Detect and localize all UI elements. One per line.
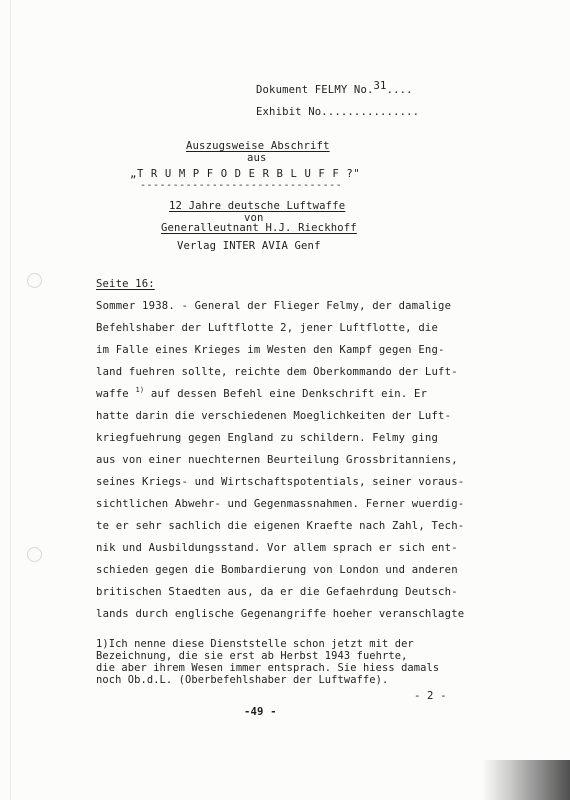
title-publisher: Verlag INTER AVIA Genf xyxy=(177,240,321,252)
page-edge xyxy=(10,0,11,800)
body-line-5-prefix: waffe xyxy=(96,388,136,400)
footnote-line-4: noch Ob.d.L. (Oberbefehlshaber der Luftwaffe). xyxy=(96,674,389,686)
punch-hole-top xyxy=(27,273,42,288)
body-line-7: kriegfuehrung gegen England zu schildern. Felmy ging xyxy=(96,432,439,444)
body-line-14: britischen Staedten aus, da er die Gefaehrdung Deutsch- xyxy=(96,586,458,598)
title-author: Generalleutnant H.J. Rieckhoff xyxy=(161,222,357,234)
title-abschrift: Auszugsweise Abschrift xyxy=(186,140,330,152)
title-subtitle: 12 Jahre deutsche Luftwaffe xyxy=(169,200,346,212)
footnote-line-3: die aber ihrem Wesen immer entsprach. Sie hiess damals xyxy=(96,662,440,674)
dokument-number: 31 xyxy=(373,80,387,92)
footnote-line-1: 1)Ich nenne diese Dienststelle schon jetzt mit der xyxy=(96,638,414,650)
title-von: von xyxy=(244,212,264,224)
body-line-5-text: auf dessen Befehl eine Denkschrift ein. Er xyxy=(150,388,428,400)
footnote-line-2: Bezeichnung, die sie erst ab Herbst 1943 fuehrte, xyxy=(96,650,408,662)
page-number: -49 - xyxy=(244,706,277,718)
body-line-13: schieden gegen die Bombardierung von London und anderen xyxy=(96,564,458,576)
body-line-3: im Falle eines Krieges im Westen den Kampf gegen Eng- xyxy=(96,344,445,356)
scan-shadow xyxy=(482,760,570,800)
body-line-4: land fuehren sollte, reichte dem Oberkommando der Luft- xyxy=(96,366,458,378)
punch-hole-bottom xyxy=(27,547,42,562)
body-line-10: sichtlichen Abwehr- und Gegenmassnahmen. Ferner wuerdig- xyxy=(96,498,465,510)
page-continuation-marker: - 2 - xyxy=(414,690,447,702)
body-line-15: lands durch englische Gegenangriffe hoeher veranschlagte xyxy=(96,608,465,620)
dokument-line xyxy=(256,80,413,96)
title-aus: aus xyxy=(247,152,267,164)
title-book: „T R U M P F O D E R B L U F F ?" xyxy=(130,168,361,180)
body-line-1: Sommer 1938. - General der Flieger Felmy, der damalige xyxy=(96,300,452,312)
footnote-marker: 1) xyxy=(135,386,145,394)
body-line-6: hatte darin die verschiedenen Moeglichkeiten der Luft- xyxy=(96,410,452,422)
section-label: Seite 16: xyxy=(96,278,155,290)
title-dashes: ------------------------------- xyxy=(140,180,343,191)
dokument-dots: .... xyxy=(386,84,413,96)
body-line-2: Befehlshaber der Luftflotte 2, jener Luftflotte, die xyxy=(96,322,439,334)
body-line-5 xyxy=(96,388,427,400)
dokument-label: Dokument FELMY No. xyxy=(256,84,374,96)
body-line-11: te er sehr sachlich die eigenen Kraefte nach Zahl, Tech- xyxy=(96,520,465,532)
body-line-12: nik und Ausbildungsstand. Vor allem sprach er sich ent- xyxy=(96,542,458,554)
exhibit-line: Exhibit No............... xyxy=(256,106,420,118)
body-line-8: aus von einer nuechternen Beurteilung Grossbritanniens, xyxy=(96,454,458,466)
body-line-9: seines Kriegs- und Wirtschaftspotentials, seiner voraus- xyxy=(96,476,465,488)
